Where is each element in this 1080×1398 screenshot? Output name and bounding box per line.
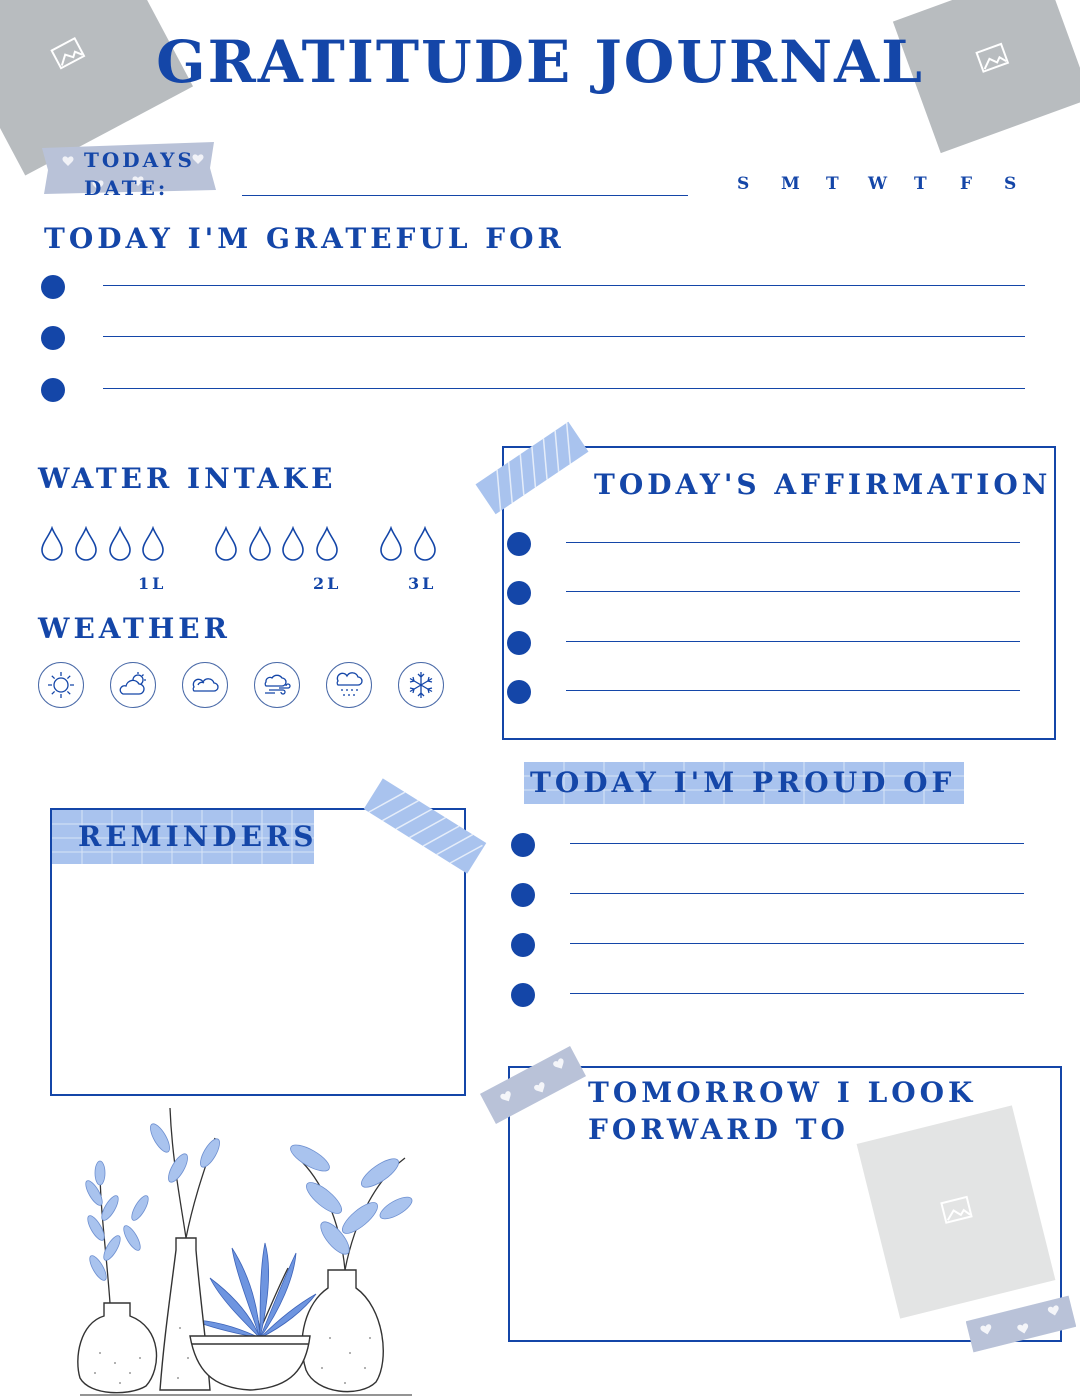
weekday-1[interactable]: M (781, 174, 800, 194)
date-input-line[interactable] (242, 195, 688, 196)
grateful-line[interactable] (103, 336, 1025, 337)
sun-icon[interactable] (38, 662, 84, 708)
tomorrow-bottom-tape (966, 1294, 1076, 1354)
snow-icon[interactable] (398, 662, 444, 708)
weekday-4[interactable]: T (914, 174, 927, 194)
affirmation-bullet (507, 532, 531, 556)
cloudy-icon[interactable] (182, 662, 228, 708)
water-marker-2l: 2L (313, 574, 342, 593)
water-drop-icon[interactable] (315, 526, 339, 562)
proud-line[interactable] (570, 893, 1024, 894)
affirmation-line[interactable] (566, 641, 1020, 642)
affirmation-line[interactable] (566, 591, 1020, 592)
rain-icon[interactable] (326, 662, 372, 708)
grateful-line[interactable] (103, 285, 1025, 286)
windy-icon[interactable] (254, 662, 300, 708)
proud-bullet (511, 833, 535, 857)
weekday-3[interactable]: W (868, 174, 888, 194)
date-label: TODAYS DATE: (84, 148, 195, 200)
reminders-heading: REMINDERS (78, 820, 318, 853)
weekday-6[interactable]: S (1004, 174, 1017, 194)
grateful-bullet (41, 326, 65, 350)
affirmation-bullet (507, 631, 531, 655)
weather-heading: WEATHER (38, 612, 231, 645)
water-intake-heading: WATER INTAKE (38, 462, 337, 495)
water-marker-1l: 1L (138, 574, 167, 593)
plants-illustration (60, 1098, 420, 1398)
affirmation-tape (472, 418, 592, 518)
proud-line[interactable] (570, 993, 1024, 994)
proud-bullet (511, 983, 535, 1007)
water-drop-icon[interactable] (248, 526, 272, 562)
affirmation-line[interactable] (566, 542, 1020, 543)
proud-line[interactable] (570, 943, 1024, 944)
water-drop-icon[interactable] (379, 526, 403, 562)
partly-cloudy-icon[interactable] (110, 662, 156, 708)
water-drop-icon[interactable] (413, 526, 437, 562)
affirmation-line[interactable] (566, 690, 1020, 691)
grateful-heading: TODAY I'M GRATEFUL FOR (44, 222, 565, 255)
water-drop-icon[interactable] (74, 526, 98, 562)
grateful-bullet (41, 275, 65, 299)
water-marker-3l: 3L (408, 574, 437, 593)
proud-heading: TODAY I'M PROUD OF (530, 766, 956, 799)
reminders-tape (360, 776, 490, 876)
water-drop-icon[interactable] (108, 526, 132, 562)
water-drop-icon[interactable] (141, 526, 165, 562)
weekday-5[interactable]: F (960, 174, 973, 194)
grateful-line[interactable] (103, 388, 1025, 389)
affirmation-heading: TODAY'S AFFIRMATION (594, 468, 1052, 501)
tomorrow-tape (478, 1040, 588, 1130)
water-drop-icon[interactable] (214, 526, 238, 562)
page-title: GRATITUDE JOURNAL (156, 28, 924, 96)
proud-line[interactable] (570, 843, 1024, 844)
grateful-bullet (41, 378, 65, 402)
weekday-2[interactable]: T (826, 174, 839, 194)
proud-bullet (511, 883, 535, 907)
water-drop-icon[interactable] (281, 526, 305, 562)
proud-bullet (511, 933, 535, 957)
water-drop-icon[interactable] (40, 526, 64, 562)
affirmation-bullet (507, 680, 531, 704)
weekday-0[interactable]: S (737, 174, 750, 194)
tomorrow-heading: TOMORROW I LOOK FORWARD TO (588, 1076, 977, 1146)
image-icon (939, 1195, 974, 1226)
affirmation-bullet (507, 581, 531, 605)
